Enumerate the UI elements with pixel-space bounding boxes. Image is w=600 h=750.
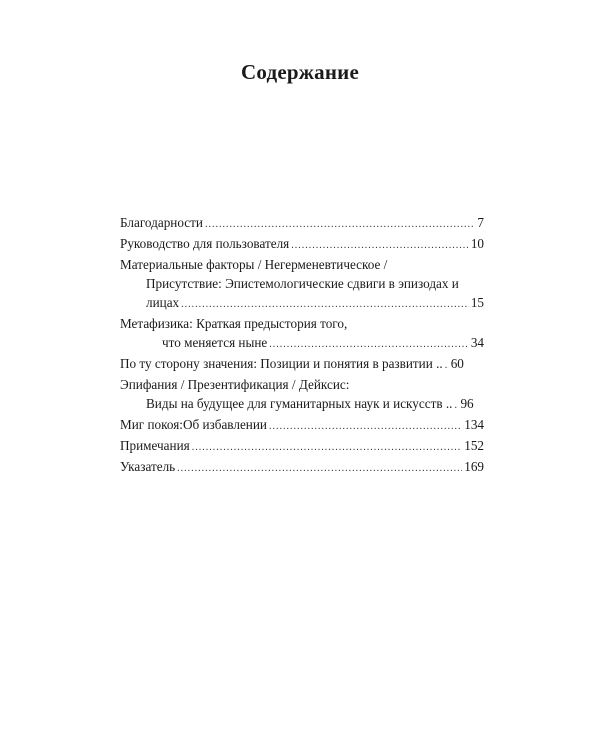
toc-entry-notes[interactable] xyxy=(120,436,484,457)
toc-entry-label: Благодарности xyxy=(120,215,203,230)
toc-page-number: 169 xyxy=(464,459,484,474)
toc-entry-last-line xyxy=(120,333,484,354)
toc-page-number: 60 xyxy=(450,356,464,371)
toc-entry-label: По ту сторону значения: Позиции и понятия в развитии .. xyxy=(120,356,443,371)
toc-entry-metaphysics[interactable] xyxy=(120,314,484,354)
toc-entry-label-line: Метафизика: Краткая предыстория того, xyxy=(120,316,348,331)
toc-page-number: 152 xyxy=(464,438,484,453)
toc-page-number: 134 xyxy=(464,417,484,432)
table-of-contents xyxy=(120,213,484,478)
toc-entry-beyond-meaning[interactable] xyxy=(120,354,484,375)
toc-entry-label: Примечания xyxy=(120,438,190,453)
toc-page-number: 15 xyxy=(470,295,484,310)
toc-entry-user-guide[interactable] xyxy=(120,234,484,255)
toc-entry-label: что меняется ныне xyxy=(162,335,268,350)
toc-entry-epiphany[interactable] xyxy=(120,375,484,415)
toc-entry-label: Указатель xyxy=(120,459,176,474)
dot-leader xyxy=(181,295,469,314)
toc-entry-label: Миг покоя:Об избавлении xyxy=(120,417,267,432)
dot-leader xyxy=(205,215,475,234)
dot-leader xyxy=(177,459,462,478)
dot-leader xyxy=(445,356,449,375)
dot-leader xyxy=(269,417,462,436)
toc-page-number: 7 xyxy=(477,215,484,230)
dot-leader xyxy=(269,335,469,354)
toc-entry-acknowledgements[interactable] xyxy=(120,213,484,234)
toc-entry-moment-of-rest[interactable] xyxy=(120,415,484,436)
toc-entry-label-line: Присутствие: Эпистемологические сдвиги в эпизодах и xyxy=(146,276,459,291)
toc-entry-label: лицах xyxy=(146,295,180,310)
toc-entry-label-line: Эпифания / Презентификация / Дейксис: xyxy=(120,377,350,392)
toc-entry-label: Руководство для пользователя xyxy=(120,236,290,251)
dot-leader xyxy=(291,236,469,255)
dot-leader xyxy=(454,396,458,415)
toc-entry-index[interactable] xyxy=(120,457,484,478)
toc-page-number: 96 xyxy=(460,396,474,411)
dot-leader xyxy=(192,438,463,457)
toc-entry-material-factors[interactable] xyxy=(120,255,484,314)
toc-page-number: 10 xyxy=(470,236,484,251)
toc-entry-last-line xyxy=(120,394,484,415)
toc-entry-last-line xyxy=(120,293,484,314)
toc-entry-label-line: Материальные факторы / Негерменевтическое / xyxy=(120,257,388,272)
toc-entry-label: Виды на будущее для гуманитарных наук и искусств .. xyxy=(146,396,453,411)
toc-page-number: 34 xyxy=(470,335,484,350)
page-title: Содержание xyxy=(241,60,359,84)
